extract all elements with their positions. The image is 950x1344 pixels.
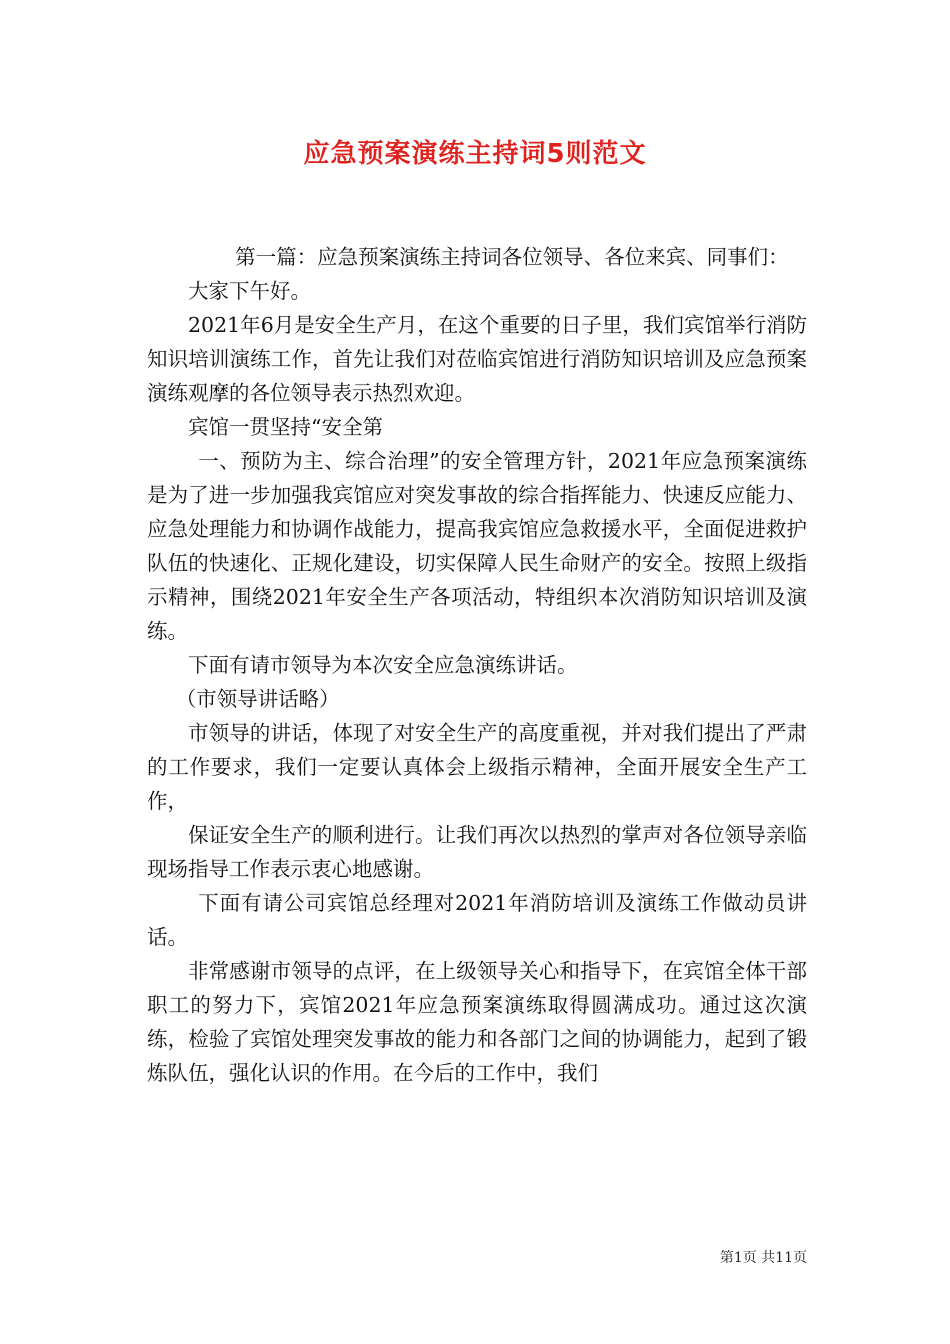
- document-title: 应急预案演练主持词5则范文: [303, 139, 647, 169]
- paragraph: 非常感谢市领导的点评，在上级领导关心和指导下，在宾馆全体干部职工的努力下，宾馆2021年应急预案演练取得圆满成功。通过这次演练，检验了宾馆处理突发事故的能力和各部门之间的协调能力，起到了锻炼队伍，强化认识的作用。在今后的工作中，我们: [147, 959, 807, 1085]
- paragraph: 一、预防为主、综合治理”的安全管理方针，2021年应急预案演练是为了进一步加强我宾馆应对突发事故的综合指挥能力、快速反应能力、应急处理能力和协调作战能力，提高我宾馆应急救援水平，全面促进救护队伍的快速化、正规化建设，切实保障人民生命财产的安全。按照上级指示精神，围绕2021年安全生产各项活动，特组织本次消防知识培训及演练。: [147, 449, 807, 643]
- paragraph: （市领导讲话略）: [175, 687, 340, 711]
- paragraph: 2021年6月是安全生产月，在这个重要的日子里，我们宾馆举行消防知识培训演练工作，首先让我们对莅临宾馆进行消防知识培训及应急预案演练观摩的各位领导表示热烈欢迎。: [147, 313, 807, 405]
- paragraph: 下面有请公司宾馆总经理对2021年消防培训及演练工作做动员讲话。: [147, 891, 807, 949]
- document-body: [147, 240, 807, 1090]
- paragraph: 市领导的讲话，体现了对安全生产的高度重视，并对我们提出了严肃的工作要求，我们一定要认真体会上级指示精神，全面开展安全生产工作，: [147, 721, 807, 813]
- paragraph: 下面有请市领导为本次安全应急演练讲话。: [188, 653, 578, 677]
- paragraph: 保证安全生产的顺利进行。让我们再次以热烈的掌声对各位领导亲临现场指导工作表示衷心地感谢。: [147, 823, 807, 881]
- paragraph: 第一篇：应急预案演练主持词各位领导、各位来宾、同事们：: [235, 245, 789, 269]
- paragraph: 宾馆一贯坚持“安全第: [188, 415, 383, 439]
- paragraph: 大家下午好。: [188, 279, 311, 303]
- page-number: 第1页 共11页: [719, 1250, 807, 1266]
